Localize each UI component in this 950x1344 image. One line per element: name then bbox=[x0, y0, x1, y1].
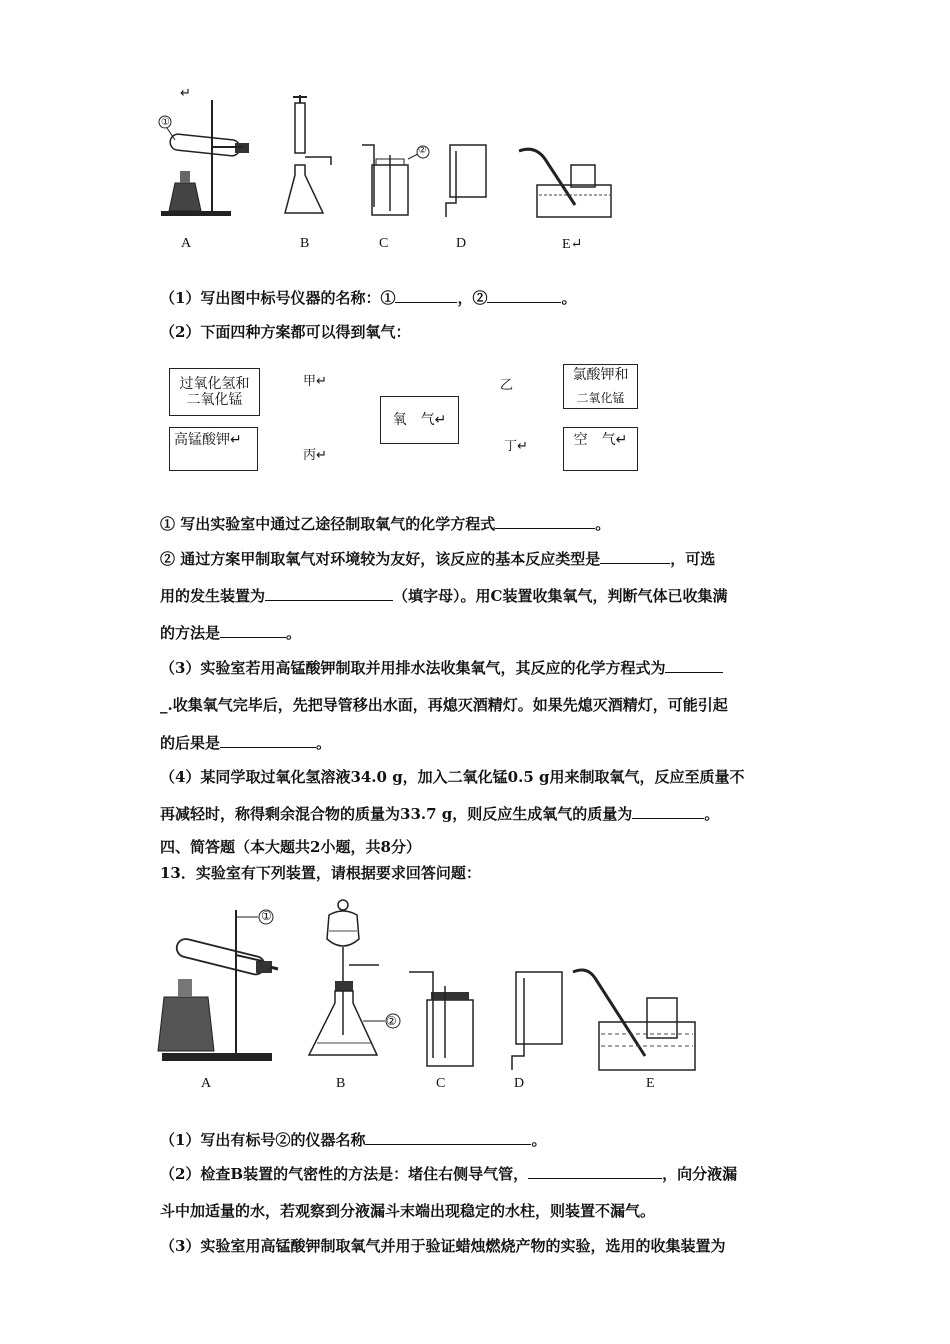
q-s2a-end: ，可选 bbox=[670, 550, 716, 568]
box-oxygen-label: 氧 气↵ bbox=[392, 412, 447, 428]
q-p4b-end: 。 bbox=[704, 805, 720, 823]
label-d-top: D bbox=[456, 236, 467, 251]
apparatus-e13-drawing bbox=[565, 960, 705, 1080]
q-p3c-text: 的后果是 bbox=[160, 734, 221, 752]
answer-blank[interactable] bbox=[365, 1130, 531, 1145]
apparatus-d13-drawing bbox=[500, 966, 570, 1076]
q-p1-text: （1）写出图中标号仪器的名称：① bbox=[160, 289, 396, 307]
marker-1-q13: ① bbox=[261, 909, 272, 923]
box-air-label: 空 气↵ bbox=[573, 432, 628, 448]
label-c-top: C bbox=[379, 236, 389, 251]
q-s2b-line bbox=[160, 585, 727, 606]
box-kmno4 bbox=[169, 427, 258, 471]
route-bing: 丙↵ bbox=[303, 448, 327, 463]
apparatus-e-drawing bbox=[515, 95, 625, 225]
box-air bbox=[563, 427, 638, 471]
apparatus-d-drawing bbox=[440, 95, 500, 225]
box-h2o2-mno2 bbox=[169, 368, 260, 416]
q-s1-text: ① 写出实验室中通过乙途径制取氧气的化学方程式 bbox=[160, 515, 496, 533]
q13-title: 13．实验室有下列装置，请根据要求回答问题： bbox=[160, 864, 481, 882]
q-s1-line bbox=[160, 513, 610, 534]
label-a-top: A bbox=[181, 236, 192, 251]
q-s2c-text: 的方法是 bbox=[160, 624, 221, 642]
section-four-heading: 四、简答题（本大题共2小题，共8分） bbox=[160, 838, 421, 856]
q-p3c-end: 。 bbox=[316, 734, 332, 752]
route-ding: 丁↵ bbox=[504, 439, 528, 454]
q-s1-end: 。 bbox=[595, 515, 611, 533]
return-mark: ↵ bbox=[180, 86, 191, 101]
label-d-q13: D bbox=[514, 1076, 525, 1091]
q13-p2a-text: （2）检查B装置的气密性的方法是：堵住右侧导气管， bbox=[160, 1165, 529, 1183]
label-b-top: B bbox=[300, 236, 310, 251]
apparatus-c-drawing bbox=[360, 95, 430, 225]
answer-blank[interactable] bbox=[665, 658, 723, 673]
box-kclo3-mno2 bbox=[563, 364, 638, 409]
route-jia: 甲↵ bbox=[303, 374, 327, 389]
box-kclo3-label-a: 氯酸钾和 bbox=[572, 367, 629, 383]
marker-2-top: ② bbox=[418, 145, 427, 156]
q-s2c-end: 。 bbox=[286, 624, 302, 642]
q-s2a-line bbox=[160, 548, 715, 569]
label-c-q13: C bbox=[436, 1076, 446, 1091]
marker-2-q13: ② bbox=[386, 1014, 397, 1028]
q13-p1-text: （1）写出有标号②的仪器名称 bbox=[160, 1131, 366, 1149]
box-kclo3-label-b: 二氧化锰 bbox=[576, 391, 625, 405]
label-e-q13: E bbox=[646, 1076, 655, 1091]
label-a-q13: A bbox=[201, 1076, 212, 1091]
answer-blank[interactable] bbox=[495, 514, 595, 529]
route-yi: 乙 bbox=[500, 378, 514, 393]
apparatus-b13-drawing bbox=[305, 895, 415, 1065]
q13-p2a-end: ，向分液漏 bbox=[662, 1165, 738, 1183]
label-e-top: E↵ bbox=[562, 237, 583, 252]
q-p1-line bbox=[160, 287, 576, 308]
label-b-q13: B bbox=[336, 1076, 346, 1091]
q13-p1-end: 。 bbox=[531, 1131, 547, 1149]
answer-blank[interactable] bbox=[220, 623, 286, 638]
answer-blank[interactable] bbox=[395, 288, 457, 303]
q-p1-end: 。 bbox=[561, 289, 577, 307]
apparatus-a-drawing bbox=[155, 95, 265, 225]
answer-blank[interactable] bbox=[220, 733, 316, 748]
q-p3c-line bbox=[160, 732, 331, 753]
q-s2a-text: ② 通过方案甲制取氧气对环境较为友好，该反应的基本反应类型是 bbox=[160, 550, 601, 568]
q13-p1-line bbox=[160, 1129, 546, 1150]
answer-blank[interactable] bbox=[487, 288, 561, 303]
apparatus-c13-drawing bbox=[405, 966, 485, 1076]
q-s2c-line bbox=[160, 622, 301, 643]
q13-p3a-line: （3）实验室用高锰酸钾制取氧气并用于验证蜡烛燃烧产物的实验，选用的收集装置为 bbox=[160, 1237, 726, 1255]
apparatus-b-drawing bbox=[283, 95, 343, 225]
apparatus-a13-drawing bbox=[158, 905, 298, 1065]
q-p3a-text: （3）实验室若用高锰酸钾制取并用排水法收集氧气，其反应的化学方程式为 bbox=[160, 659, 666, 677]
q-p4b-text: 再减轻时，称得剩余混合物的质量为33.7 g，则反应生成氧气的质量为 bbox=[160, 805, 633, 823]
box-oxygen bbox=[380, 396, 459, 444]
q-p3b-line: _.收集氧气完毕后，先把导管移出水面，再熄灭酒精灯。如果先熄灭酒精灯，可能引起 bbox=[160, 696, 728, 714]
q-p2-line: （2）下面四种方案都可以得到氧气： bbox=[160, 323, 411, 341]
box-h2o2-label: 过氧化氢和二氧化锰 bbox=[179, 376, 250, 408]
q-p3a-line bbox=[160, 657, 723, 678]
answer-blank[interactable] bbox=[528, 1164, 662, 1179]
box-kmno4-label: 高锰酸钾↵ bbox=[174, 432, 242, 448]
answer-blank[interactable] bbox=[600, 549, 670, 564]
answer-blank[interactable] bbox=[265, 586, 393, 601]
answer-blank[interactable] bbox=[632, 804, 704, 819]
q-p4a-line: （4）某同学取过氧化氢溶液34.0 g，加入二氧化锰0.5 g用来制取氧气，反应至质量不 bbox=[160, 768, 745, 786]
q-p1-mid: ，② bbox=[457, 289, 488, 307]
marker-1-top: ① bbox=[161, 117, 170, 128]
q-s2b-end: （填字母）。用C装置收集氧气，判断气体已收集满 bbox=[393, 587, 728, 605]
q13-p2b-line: 斗中加适量的水，若观察到分液漏斗末端出现稳定的水柱，则装置不漏气。 bbox=[160, 1202, 656, 1220]
q-p4b-line bbox=[160, 803, 719, 824]
q13-p2a-line bbox=[160, 1163, 737, 1184]
q-s2b-text: 用的发生装置为 bbox=[160, 587, 266, 605]
